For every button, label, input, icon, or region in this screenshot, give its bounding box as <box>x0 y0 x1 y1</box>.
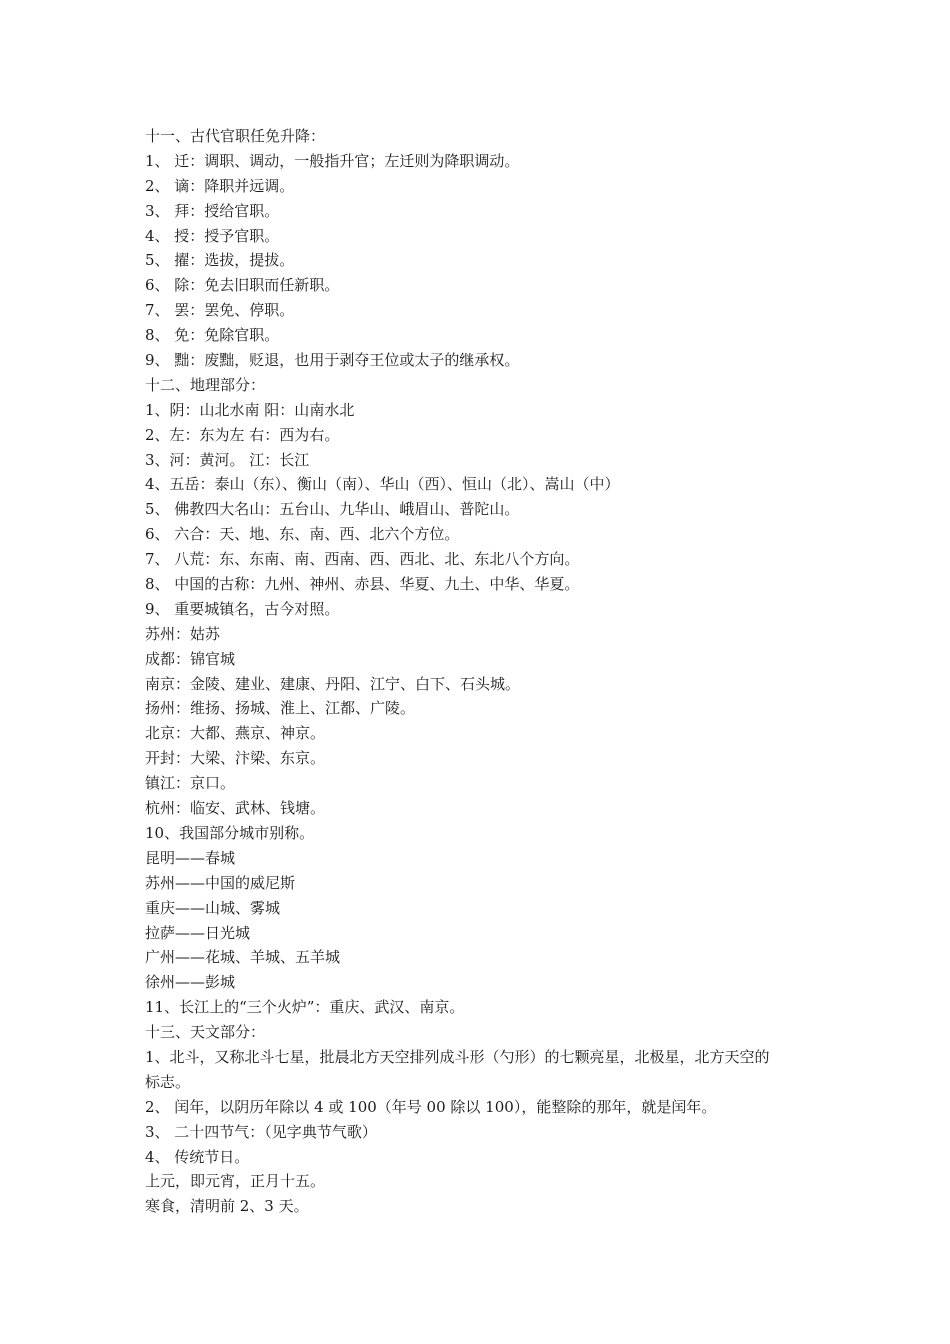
text-line: 重庆——山城、雾城 <box>145 898 281 917</box>
text-line: 北京：大都、燕京、神京。 <box>145 724 326 743</box>
text-line: 4、 授：授予官职。 <box>145 226 280 245</box>
text-line: 8、 中国的古称：九州、神州、赤县、华夏、九土、中华、华夏。 <box>145 575 580 594</box>
text-line: 镇江：京口。 <box>145 774 236 793</box>
text-line: 5、 擢：选拔，提拔。 <box>145 251 295 270</box>
text-line: 3、 拜：授给官职。 <box>145 201 280 220</box>
text-line: 7、 八荒：东、东南、南、西南、西、西北、北、东北八个方向。 <box>145 550 580 569</box>
text-line: 南京：金陵、建业、建康、丹阳、江宁、白下、石头城。 <box>145 674 521 693</box>
document-page <box>145 124 825 1219</box>
text-line: 6、 除：免去旧职而任新职。 <box>145 276 340 295</box>
section-heading: 十三、天文部分： <box>145 1023 266 1042</box>
section-heading: 十二、地理部分： <box>145 375 266 394</box>
text-line: 10、我国部分城市别称。 <box>145 823 315 842</box>
text-line: 扬州：维扬、扬城、淮上、江都、广陵。 <box>145 699 416 718</box>
text-line: 成都：锦官城 <box>145 649 236 668</box>
section-heading: 十一、古代官职任免升降： <box>145 127 326 145</box>
text-line: 3、 二十四节气：（见字典节气歌） <box>145 1122 377 1141</box>
text-line: 苏州：姑苏 <box>145 624 221 643</box>
text-line: 9、 重要城镇名，古今对照。 <box>145 599 340 618</box>
text-line: 徐州——彭城 <box>145 973 236 992</box>
text-line: 开封：大梁、汴梁、东京。 <box>145 749 326 768</box>
text-line: 上元，即元宵，正月十五。 <box>145 1172 326 1191</box>
text-line: 标志。 <box>145 1072 191 1091</box>
text-line: 拉萨——日光城 <box>145 923 251 942</box>
text-line: 广州——花城、羊城、五羊城 <box>145 948 341 967</box>
text-line: 7、 罢：罢免、停职。 <box>145 301 295 320</box>
text-line: 4、 传统节日。 <box>145 1147 250 1166</box>
text-line: 2、左：东为左 右：西为右。 <box>145 425 340 444</box>
text-line: 2、 谪：降职并远调。 <box>145 176 295 195</box>
text-line: 寒食，清明前 2、3 天。 <box>145 1197 309 1216</box>
text-line: 11、长江上的“三个火炉”：重庆、武汉、南京。 <box>145 998 465 1017</box>
text-line: 6、 六合：天、地、东、南、西、北六个方位。 <box>145 525 460 544</box>
text-line: 昆明——春城 <box>145 848 236 867</box>
text-line: 1、 迁：调职、调动，一般指升官；左迁则为降职调动。 <box>145 151 520 170</box>
text-line: 1、阴：山北水南 阳：山南水北 <box>145 400 355 419</box>
text-line: 苏州——中国的威尼斯 <box>145 873 296 892</box>
text-line: 9、 黜：废黜，贬退，也用于剥夺王位或太子的继承权。 <box>145 351 520 370</box>
text-line: 8、 免：免除官职。 <box>145 326 280 345</box>
text-line: 2、 闰年，以阴历年除以 4 或 100（年号 00 除以 100），能整除的那年，就是闰年。 <box>145 1097 717 1116</box>
text-line: 4、五岳：泰山（东）、衡山（南）、华山（西）、恒山（北）、嵩山（中） <box>145 475 620 494</box>
text-line: 杭州：临安、武林、钱塘。 <box>145 799 326 818</box>
text-line: 5、 佛教四大名山：五台山、九华山、峨眉山、普陀山。 <box>145 500 520 519</box>
text-line: 1、北斗，又称北斗七星，批晨北方天空排列成斗形（勺形）的七颗亮星，北极星，北方天空的 <box>145 1047 770 1066</box>
text-line: 3、河：黄河。 江：长江 <box>145 450 310 469</box>
